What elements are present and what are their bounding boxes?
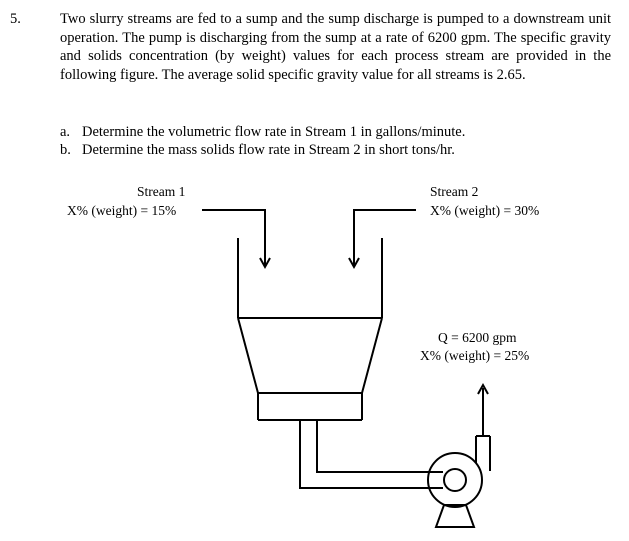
outlet-pipe-inner bbox=[317, 420, 443, 472]
part-b-text: Determine the mass solids flow rate in Stream 2 in short tons/hr. bbox=[82, 142, 455, 158]
part-b-letter: b. bbox=[60, 142, 71, 158]
pump-body bbox=[428, 453, 482, 507]
question-number: 5. bbox=[10, 11, 21, 27]
stream1-name: Stream 1 bbox=[137, 184, 186, 199]
part-a-text: Determine the volumetric flow rate in Stream 1 in gallons/minute. bbox=[82, 124, 466, 140]
problem-statement: Two slurry streams are fed to a sump and the sump discharge is pumped to a downstream unit operation. The pump is discharging from the sump at a rate of 6200 gpm. The specific gravity and solids concentration (by weight) values for each process stream are provided in the following figure. The average solid specific gravity value for all streams is 2.65. bbox=[60, 11, 611, 83]
stream1-line bbox=[202, 210, 265, 265]
stream2-name: Stream 2 bbox=[430, 184, 479, 199]
part-a-letter: a. bbox=[60, 124, 71, 140]
discharge-concentration: X% (weight) = 25% bbox=[420, 348, 530, 363]
pump-base bbox=[436, 505, 474, 527]
stream2-line bbox=[354, 210, 416, 265]
discharge-flow: Q = 6200 gpm bbox=[438, 330, 517, 345]
outlet-pipe-outer bbox=[300, 420, 443, 488]
stream2-concentration: X% (weight) = 30% bbox=[430, 203, 540, 218]
sump-cone-left bbox=[238, 318, 258, 393]
pump-eye bbox=[444, 469, 466, 491]
stream1-concentration: X% (weight) = 15% bbox=[67, 203, 177, 218]
sump-cone-right bbox=[362, 318, 382, 393]
